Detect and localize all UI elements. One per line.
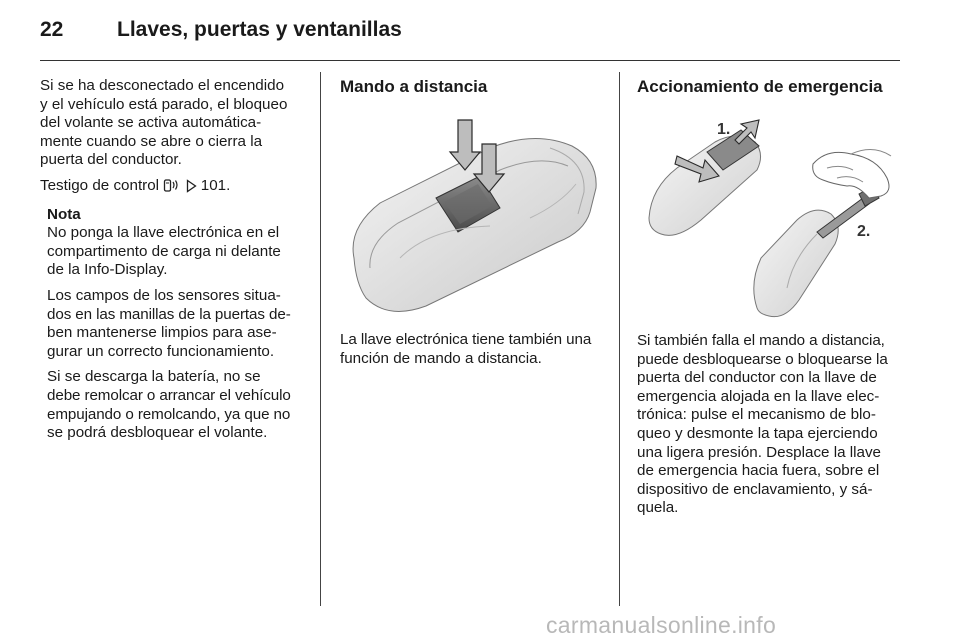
triangle-reference-icon — [186, 179, 197, 199]
note-title: Nota — [47, 205, 81, 223]
step-2-label: 2. — [857, 223, 871, 240]
text-line: función de mando a distancia. — [340, 349, 542, 367]
text-line: ben mantenerse limpios para ase- — [47, 324, 277, 342]
text-line: La llave electrónica tiene también una — [340, 331, 592, 348]
text-line: se podrá desbloquear el volante. — [47, 424, 268, 442]
text-line: mente cuando se abre o cierra la — [40, 132, 263, 150]
text-line: de la Info-Display. — [47, 261, 168, 279]
text-line: Si se descarga la batería, no se — [47, 368, 261, 386]
emergency-caption — [637, 332, 903, 518]
column-middle — [340, 77, 604, 97]
column-divider-1 — [320, 72, 321, 606]
column-divider-2 — [619, 72, 620, 606]
header-divider — [40, 60, 900, 61]
testigo-label: Testigo de control — [40, 176, 160, 194]
text-line: empujando o remolcando, ya que no — [47, 405, 291, 423]
text-line: Si también falla el mando a distancia, — [637, 332, 885, 349]
text-line: dispositivo de enclavamiento, y sá- — [637, 480, 873, 498]
remote-key-icon — [163, 177, 181, 199]
text-line: de emergencia hacia fuera, sobre el — [637, 462, 880, 480]
text-line: y el vehículo está parado, el bloqueo — [40, 95, 288, 113]
remote-caption — [340, 331, 606, 368]
text-line: puerta del conductor con la llave de — [637, 369, 877, 387]
section-heading-remote: Mando a distancia — [340, 77, 488, 96]
note-paragraph-2 — [47, 287, 308, 361]
step-1-label: 1. — [717, 121, 731, 138]
watermark: carmanualsonline.info — [546, 612, 777, 638]
text-line: Los campos de los sensores situa- — [47, 286, 281, 304]
note-box — [40, 206, 308, 443]
note-paragraph-1 — [47, 224, 308, 280]
text-line: gurar un correcto funcionamiento. — [47, 342, 275, 360]
text-line: quela. — [637, 499, 679, 517]
emergency-key-illustration — [637, 108, 901, 320]
text-line: trónica: pulse el mecanismo de blo- — [637, 406, 876, 424]
text-line: queo y desmonte la tapa ejerciendo — [637, 424, 878, 442]
text-line: una ligera presión. Desplace la llave — [637, 443, 881, 461]
remote-key-illustration — [340, 108, 602, 320]
text-line: debe remolcar o arrancar el vehículo — [47, 386, 291, 404]
paragraph-steering-lock — [40, 77, 308, 170]
text-line: puerta del conductor. — [40, 151, 182, 169]
text-line: Si se ha desconectado el encendido — [40, 77, 285, 94]
text-line: puede desbloquearse o bloquearse la — [637, 350, 888, 368]
page-reference: 101. — [200, 176, 231, 194]
page-number: 22 — [40, 18, 64, 41]
text-line: dos en las manillas de la puertas de- — [47, 305, 291, 323]
column-left — [40, 77, 308, 443]
column-right — [637, 77, 903, 97]
text-line: emergencia alojada en la llave elec- — [637, 387, 880, 405]
page-title: Llaves, puertas y ventanillas — [117, 18, 402, 41]
paragraph-warning-light — [40, 177, 308, 199]
note-paragraph-3 — [47, 368, 308, 442]
text-line: del volante se activa automática- — [40, 114, 262, 132]
text-line: compartimento de carga ni delante — [47, 242, 281, 260]
section-heading-emergency: Accionamiento de emergencia — [637, 77, 883, 96]
text-line: No ponga la llave electrónica en el — [47, 224, 280, 242]
